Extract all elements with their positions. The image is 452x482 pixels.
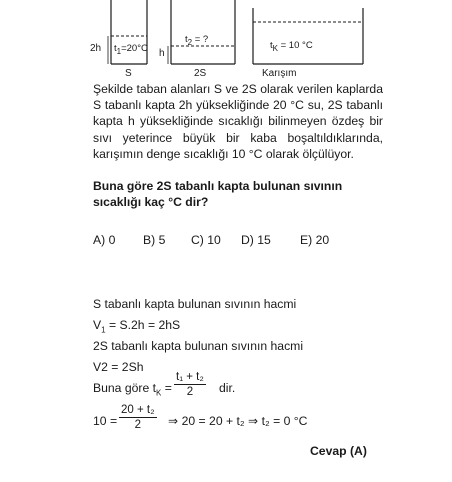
label-t2: $t_2$ = ? <box>185 34 209 47</box>
caption-s: S <box>125 68 132 79</box>
solution-line-3: 2S tabanlı kapta bulunan sıvının hacmi <box>93 339 304 353</box>
label-h: h <box>159 48 165 59</box>
option-e: E) 20 <box>300 233 330 247</box>
caption-2s: 2S <box>194 68 207 79</box>
option-a: A) 0 <box>93 233 116 247</box>
answer-label: Cevap (A) <box>310 444 367 458</box>
solution-line-6-rhs: ⇒ 20 = 20 + t₂ ⇒ t₂ = 0 °C <box>168 414 308 428</box>
solution-line-1: S tabanlı kapta bulunan sıvının hacmi <box>93 297 297 311</box>
fraction-20-plus-t2: $\frac{\text{20 + t₂}}{2}$ <box>121 404 155 431</box>
solution-line-4: V2 = 2Sh <box>93 360 144 374</box>
solution-line-2: $V_1 = S.2h = 2hS$ <box>93 318 181 335</box>
option-b: B) 5 <box>143 233 166 247</box>
solution-line-6-lhs: 10 = <box>93 414 118 428</box>
fraction-t1-plus-t2: $\frac{\text{t₁ + t₂}}{2}$ <box>176 371 204 398</box>
label-t1: $t_1=20^\circ C$ <box>114 43 148 56</box>
caption-mixture: Karışım <box>262 68 297 79</box>
label-2h: 2h <box>90 43 102 54</box>
problem-text: Şekilde taban alanları S ve 2S olarak verilen kaplarda S tabanlı kapta 2h yüksekliğinde 20 °C su, 2S tabanlı kapta h yüksekliğinde sıcaklığı bilinmeyen özdeş bir sıvı yeterince büyük bir kaba boşaltıldıklarında, karışımın denge sıcaklığı 10 °C olarak ölçülüyor. <box>93 82 383 161</box>
label-tk: $t_K = 10$ °C <box>270 40 313 53</box>
solution-line-5-dir: dir. <box>219 381 236 395</box>
option-d: D) 15 <box>241 233 271 247</box>
container-2s <box>168 0 235 64</box>
question-text: Buna göre 2S tabanlı kapta bulunan sıvının sıcaklığı kaç °C dir? <box>93 179 343 210</box>
solution-line-5: Buna göre $t_K$ = <box>93 381 172 398</box>
container-mixture <box>253 8 363 64</box>
option-c: C) 10 <box>191 233 221 247</box>
